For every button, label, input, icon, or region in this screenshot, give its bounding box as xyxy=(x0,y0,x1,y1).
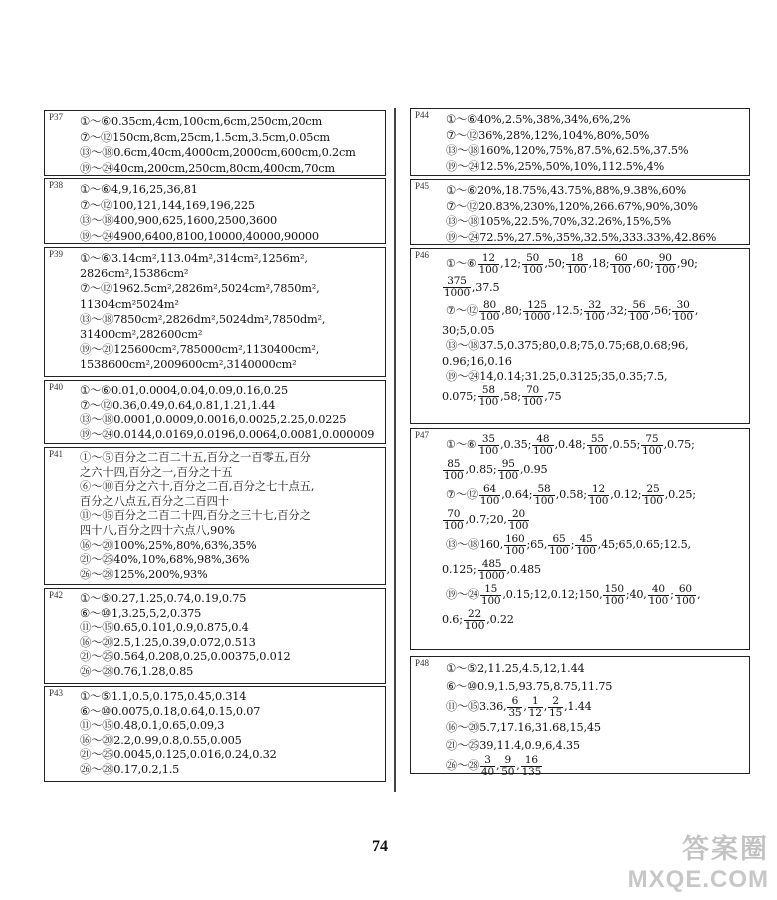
page-label: P38 xyxy=(49,180,64,190)
denominator: 100 xyxy=(480,594,501,607)
numerator: 6 xyxy=(507,696,522,708)
numerator: 30 xyxy=(672,300,693,312)
fraction xyxy=(500,755,515,778)
page-label: P40 xyxy=(49,382,64,392)
denominator: 50 xyxy=(501,765,515,778)
answer-line: ⑪～⑮百分之二百二十四,百分之三十七,百分之 xyxy=(80,509,311,523)
answer-text: ,0.48; xyxy=(554,438,586,451)
fraction xyxy=(479,300,500,323)
answer-box-p39 xyxy=(44,247,386,377)
answer-line xyxy=(417,385,743,409)
fraction xyxy=(642,484,663,507)
watermark-line1: 答案圈 xyxy=(682,834,769,864)
denominator: 100 xyxy=(588,494,609,507)
answer-box-p44 xyxy=(410,108,750,176)
fraction xyxy=(522,253,543,276)
answer-line: ①～⑤0.27,1.25,0.74,0.19,0.75 xyxy=(80,592,247,605)
page-number: 74 xyxy=(372,838,388,855)
fraction xyxy=(655,253,676,276)
numerator: 32 xyxy=(584,300,605,312)
fraction xyxy=(507,696,522,719)
answer-line: ⑬～⑱37.5,0.375;80,0.8;75,0.75;68,0.68;96, xyxy=(446,339,689,353)
numerator: 60 xyxy=(675,584,696,596)
numerator: 375 xyxy=(443,276,471,288)
fraction xyxy=(498,459,519,482)
denominator: 100 xyxy=(444,519,464,532)
denominator: 100 xyxy=(643,494,663,507)
answer-line: ⑥～⑩百分之六十,百分之二百,百分之七十点五, xyxy=(80,480,315,494)
answer-line: ①～⑤2,11.25,4.5,12,1.44 xyxy=(446,662,585,675)
denominator: 135 xyxy=(521,765,542,778)
numerator: 485 xyxy=(478,559,506,571)
fraction xyxy=(566,253,587,276)
answer-line: ①～⑥4,9,16,25,36,81 xyxy=(80,183,198,196)
answer-text: ,0.35; xyxy=(500,438,532,451)
numerator: 1 xyxy=(528,696,543,708)
denominator: 100 xyxy=(522,263,543,276)
answer-text: ,1.44 xyxy=(564,700,592,713)
answer-text: ,37.5 xyxy=(471,280,500,294)
numerator: 70 xyxy=(522,385,543,397)
denominator: 100 xyxy=(549,544,569,557)
answer-line: ㉑～㉕0.0045,0.125,0.016,0.24,0.32 xyxy=(80,748,277,762)
answer-line: ⑦～⑫100,121,144,169,196,225 xyxy=(80,198,255,212)
fraction xyxy=(587,434,608,457)
answer-text: ; xyxy=(570,538,575,551)
fraction xyxy=(532,434,553,457)
page-label: P39 xyxy=(49,249,64,259)
answer-text: ,60; xyxy=(632,257,654,270)
page-label: P45 xyxy=(415,181,430,191)
fraction xyxy=(641,434,662,457)
answer-text: ⑦～⑫ xyxy=(446,304,478,317)
answer-text: ,56; xyxy=(650,304,672,317)
denominator: 12 xyxy=(528,706,542,719)
fraction xyxy=(443,509,464,532)
denominator: 1000 xyxy=(444,287,470,299)
answer-line: ⑬～⑱105%,22.5%,70%,32.26%,15%,5% xyxy=(446,215,672,229)
answer-line: ①～⑥0.35cm,4cm,100cm,6cm,250cm,20cm xyxy=(80,115,322,128)
page-label: P47 xyxy=(415,430,430,440)
watermark-line2: MXQE.COM xyxy=(627,866,769,893)
numerator: 35 xyxy=(478,434,499,446)
answer-line: 31400cm²,282600cm² xyxy=(80,328,203,342)
answer-line: ⑯～⑳100%,25%,80%,63%,35% xyxy=(80,538,257,552)
numerator: 90 xyxy=(655,253,676,265)
answer-line xyxy=(417,754,743,778)
fraction xyxy=(584,300,605,323)
fraction xyxy=(443,276,471,299)
numerator: 3 xyxy=(480,755,495,767)
answer-box-p42 xyxy=(44,588,386,684)
numerator: 12 xyxy=(588,484,609,496)
denominator: 100 xyxy=(444,469,464,482)
answer-line: 之六十四,百分之一,百分之十五 xyxy=(80,465,233,479)
answer-line: ⑥～⑩0.9,1.5,93.75,8.75,11.75 xyxy=(446,679,613,693)
answer-text: , xyxy=(543,700,548,713)
answer-line: ⑲～㉑125600cm²,785000cm²,1130400cm², xyxy=(80,343,320,357)
denominator: 100 xyxy=(478,444,499,457)
answer-text: ,12; xyxy=(500,257,521,270)
answer-text: ,45;65,0.65;12.5, xyxy=(597,538,691,551)
denominator: 100 xyxy=(611,263,631,276)
answer-box-p40 xyxy=(44,380,386,444)
fraction xyxy=(508,509,529,532)
numerator: 160 xyxy=(505,532,525,545)
fraction xyxy=(610,253,631,276)
answer-text: ①～⑥ xyxy=(446,438,477,451)
answer-line: 四十八,百分之四十六点八,90% xyxy=(80,523,236,537)
numerator: 40 xyxy=(648,584,669,596)
fraction xyxy=(672,300,693,323)
fraction xyxy=(478,559,506,582)
denominator: 100 xyxy=(498,469,518,482)
answer-line xyxy=(417,252,743,276)
denominator: 15 xyxy=(549,706,563,719)
answer-text: ,18; xyxy=(588,257,610,270)
answer-text: 0.075; xyxy=(442,389,477,403)
answer-line: ⑬～⑱0.0001,0.0009,0.0016,0.0025,2.25,0.0225 xyxy=(80,413,347,427)
numerator: 48 xyxy=(532,434,553,446)
fraction xyxy=(443,459,464,482)
answer-line: ⑦～⑫150cm,8cm,25cm,1.5cm,3.5cm,0.05cm xyxy=(80,130,330,144)
denominator: 100 xyxy=(533,444,553,457)
answer-line xyxy=(417,695,743,719)
answer-line: ⑦～⑫36%,28%,12%,104%,80%,50% xyxy=(446,128,650,142)
numerator: 60 xyxy=(610,253,631,265)
answer-text: ㉖～㉘ xyxy=(446,759,479,772)
denominator: 100 xyxy=(642,444,662,457)
answer-line: ㉖～㉘0.76,1.28,0.85 xyxy=(80,664,194,678)
answer-text: ,0.85; xyxy=(465,463,497,476)
numerator: 12 xyxy=(478,253,499,265)
numerator: 45 xyxy=(575,534,596,546)
denominator: 100 xyxy=(478,263,499,276)
denominator: 100 xyxy=(464,619,485,632)
fraction xyxy=(521,755,542,778)
answer-line xyxy=(417,432,743,457)
answer-line: ㉖～㉘125%,200%,93% xyxy=(80,567,208,581)
denominator: 1000 xyxy=(524,310,550,323)
denominator: 100 xyxy=(534,494,554,507)
column-divider xyxy=(394,108,396,792)
answer-text: ⑬～⑱160, xyxy=(446,538,504,551)
denominator: 100 xyxy=(505,544,525,557)
answer-text: ,0.22 xyxy=(486,613,514,626)
numerator: 58 xyxy=(533,484,554,496)
fraction xyxy=(528,696,543,719)
answer-text: ⑪～⑮3.36, xyxy=(446,700,507,713)
page-label: P44 xyxy=(415,110,430,120)
numerator: 56 xyxy=(628,300,649,312)
answer-line: 30;5,0.05 xyxy=(442,323,495,337)
page-label: P43 xyxy=(49,688,64,698)
denominator: 1000 xyxy=(478,569,505,582)
answer-line xyxy=(417,276,743,300)
numerator: 22 xyxy=(464,609,485,621)
denominator: 40 xyxy=(480,765,494,778)
answer-text: ,75 xyxy=(544,389,562,403)
denominator: 100 xyxy=(587,444,608,457)
numerator: 55 xyxy=(587,434,608,446)
answer-text: , xyxy=(694,304,699,317)
denominator: 100 xyxy=(479,310,500,323)
numerator: 125 xyxy=(523,300,551,312)
answer-line: ⑲～㉔12.5%,25%,50%,10%,112.5%,4% xyxy=(446,159,665,173)
answer-line: ⑦～⑫0.36,0.49,0.64,0.81,1.21,1.44 xyxy=(80,398,276,412)
numerator: 18 xyxy=(566,253,587,265)
numerator: 15 xyxy=(480,584,501,596)
answer-line: ㉖～㉘0.17,0.2,1.5 xyxy=(80,762,180,776)
answer-text: ,0.58; xyxy=(555,488,587,501)
answer-line: 11304cm²5024m² xyxy=(80,297,179,311)
answer-text: ; xyxy=(670,588,674,601)
page-label: P37 xyxy=(49,112,64,122)
answer-text: , xyxy=(516,759,520,772)
answer-line: ①～⑥20%,18.75%,43.75%,88%,9.38%,60% xyxy=(446,184,687,197)
answer-box-p47 xyxy=(410,428,750,650)
answer-text: ,0.485 xyxy=(506,563,541,576)
answer-line: 1538600cm²,2009600cm²,3140000cm² xyxy=(80,358,297,372)
answer-line: ①～⑥0.01,0.0004,0.04,0.09,0.16,0.25 xyxy=(80,384,289,397)
answer-text: ,0.15;12,0.12;150, xyxy=(502,588,603,601)
watermark xyxy=(628,827,769,894)
numerator: 16 xyxy=(521,755,542,767)
numerator: 80 xyxy=(479,300,500,312)
answer-text: ①～⑥ xyxy=(446,257,477,270)
answer-line: ⑯～⑳2.2,0.99,0.8,0.55,0.005 xyxy=(80,733,242,747)
answer-text: ,0.12; xyxy=(610,488,642,501)
answer-text: ,58; xyxy=(500,389,521,403)
fraction xyxy=(575,534,596,557)
page-label: P46 xyxy=(415,250,430,260)
answer-box-p38 xyxy=(44,178,386,244)
fraction xyxy=(478,253,499,276)
answer-text: , xyxy=(523,700,527,713)
fraction xyxy=(548,534,569,557)
answer-line: ⑥～⑩1,3.25,5,2,0.375 xyxy=(80,606,202,620)
answer-line: ⑦～⑫1962.5cm²,2826m²,5024cm²,7850m², xyxy=(80,282,320,296)
fraction xyxy=(523,300,551,323)
answer-text: , xyxy=(495,759,500,772)
fraction xyxy=(675,584,696,607)
denominator: 100 xyxy=(479,494,500,507)
answer-line: ①～⑤1.1,0.5,0.175,0.45,0.314 xyxy=(80,690,247,703)
denominator: 100 xyxy=(522,396,543,409)
answer-line xyxy=(417,457,743,482)
answer-line: ⑯～⑳5.7,17.16,31.68,15,45 xyxy=(446,721,601,734)
numerator: 2 xyxy=(548,696,563,708)
fraction xyxy=(479,484,500,507)
denominator: 100 xyxy=(585,310,605,323)
answer-line: ⑥～⑩0.0075,0.18,0.64,0.15,0.07 xyxy=(80,704,261,718)
answer-text: ⑲～㉔ xyxy=(446,588,479,601)
answer-line: ⑬～⑱7850cm²,2826dm²,5024dm²,7850dm², xyxy=(80,312,326,326)
denominator: 100 xyxy=(508,519,529,532)
answer-text: ,50; xyxy=(544,257,566,270)
answer-line: 0.96;16,0.16 xyxy=(442,354,512,368)
answer-line xyxy=(417,582,743,607)
answer-line xyxy=(417,557,743,582)
numerator: 25 xyxy=(642,484,663,496)
answer-box-p45 xyxy=(410,179,750,245)
fraction xyxy=(478,434,499,457)
answer-line: 百分之八点五,百分之二百四十 xyxy=(80,494,229,508)
answer-text: 0.125; xyxy=(442,563,477,576)
fraction xyxy=(533,484,554,507)
answer-line xyxy=(417,299,743,323)
answer-line: 2826cm²,15386cm² xyxy=(80,267,189,281)
denominator: 100 xyxy=(648,594,669,607)
answer-line: ①～⑥3.14cm²,113.04m²,314cm²,1256m², xyxy=(80,252,308,265)
fraction xyxy=(478,385,499,408)
answer-line: ㉑～㉕0.564,0.208,0.25,0.00375,0.012 xyxy=(80,650,291,664)
answer-line: ⑲～㉔14,0.14;31.25,0.3125;35,0.35;7.5, xyxy=(446,370,668,384)
answer-text: ⑦～⑫ xyxy=(446,488,478,501)
denominator: 100 xyxy=(629,310,649,323)
answer-line: ⑲～㉔4900,6400,8100,10000,40000,90000 xyxy=(80,229,319,243)
answer-line: ⑬～⑱0.6cm,40cm,4000cm,2000cm,600cm,0.2cm xyxy=(80,146,356,160)
answer-text: ,32; xyxy=(606,304,628,317)
answer-text: ,80; xyxy=(501,304,523,317)
answer-line: ⑪～⑮0.48,0.1,0.65,0.09,3 xyxy=(80,719,225,733)
denominator: 100 xyxy=(576,544,596,557)
answer-line xyxy=(417,507,743,532)
denominator: 100 xyxy=(567,263,587,276)
numerator: 64 xyxy=(479,484,500,496)
fraction xyxy=(522,385,543,408)
numerator: 150 xyxy=(604,582,624,595)
answer-box-p41 xyxy=(44,447,386,585)
answer-line: ①～⑥40%,2.5%,38%,34%,6%,2% xyxy=(446,113,631,126)
answer-text: ,0.55; xyxy=(609,438,641,451)
denominator: 100 xyxy=(604,594,624,607)
answer-text: ,0.7;20, xyxy=(465,513,507,526)
page-label: P41 xyxy=(49,449,64,459)
answer-line: ⑬～⑱400,900,625,1600,2500,3600 xyxy=(80,214,277,228)
numerator: 65 xyxy=(548,534,569,546)
answer-line: ⑲～㉔0.0144,0.0169,0.0196,0.0064,0.0081,0.000009 xyxy=(80,427,375,441)
fraction xyxy=(464,609,485,632)
answer-box-p48 xyxy=(410,656,750,778)
answer-line: ㉑～㉕40%,10%,68%,98%,36% xyxy=(80,553,250,567)
answer-box-p43 xyxy=(44,686,386,782)
answer-line: ①～⑤百分之二百二十五,百分之一百零五,百分 xyxy=(80,451,311,464)
answer-text: ,90; xyxy=(676,257,698,270)
denominator: 100 xyxy=(655,263,675,276)
answer-text: 0.6; xyxy=(442,613,463,626)
fraction xyxy=(480,755,495,778)
answer-line: ⑬～⑱160%,120%,75%,87.5%,62.5%,37.5% xyxy=(446,144,689,158)
numerator: 9 xyxy=(500,755,515,767)
answer-text: ;65, xyxy=(526,538,548,551)
denominator: 100 xyxy=(478,396,499,409)
answer-box-p37 xyxy=(44,110,386,176)
numerator: 85 xyxy=(443,459,464,471)
fraction xyxy=(603,584,624,607)
answer-text: , xyxy=(697,588,701,601)
numerator: 95 xyxy=(498,459,519,471)
fraction xyxy=(480,584,501,607)
answer-text: ,0.64; xyxy=(501,488,533,501)
answer-text: ;40, xyxy=(625,588,647,601)
numerator: 20 xyxy=(508,509,529,521)
numerator: 70 xyxy=(443,509,464,521)
denominator: 100 xyxy=(673,310,693,323)
denominator: 100 xyxy=(675,594,696,607)
numerator: 58 xyxy=(478,385,499,397)
answer-line: ㉑～㉕39,11.4,0.9,6,4.35 xyxy=(446,738,580,752)
page-label: P48 xyxy=(415,658,430,668)
answer-line xyxy=(417,532,743,557)
answer-text: ,0.75; xyxy=(663,438,695,451)
denominator: 35 xyxy=(508,706,522,719)
numerator: 50 xyxy=(522,253,543,265)
fraction xyxy=(548,696,563,719)
answer-line: ⑲～㉔72.5%,27.5%,35%,32.5%,333.33%,42.86% xyxy=(446,230,717,244)
fraction xyxy=(588,484,609,507)
answer-text: ,0.25; xyxy=(664,488,696,501)
answer-line: ⑦～⑫20.83%,230%,120%,266.67%,90%,30% xyxy=(446,199,698,213)
answer-line xyxy=(417,607,743,632)
fraction xyxy=(628,300,649,323)
answer-line: ⑪～⑮0.65,0.101,0.9,0.875,0.4 xyxy=(80,621,249,635)
answer-line: ⑯～⑳2.5,1.25,0.39,0.072,0.513 xyxy=(80,635,256,649)
answer-box-p46 xyxy=(410,248,750,424)
answer-line xyxy=(417,482,743,507)
answer-text: ,0.95 xyxy=(519,463,548,476)
numerator: 75 xyxy=(641,434,662,446)
answer-text: ,12.5; xyxy=(551,304,583,317)
fraction xyxy=(504,534,525,557)
fraction xyxy=(648,584,669,607)
answer-line: ⑲～㉔40cm,200cm,250cm,80cm,400cm,70cm xyxy=(80,161,335,175)
page-label: P42 xyxy=(49,590,64,600)
